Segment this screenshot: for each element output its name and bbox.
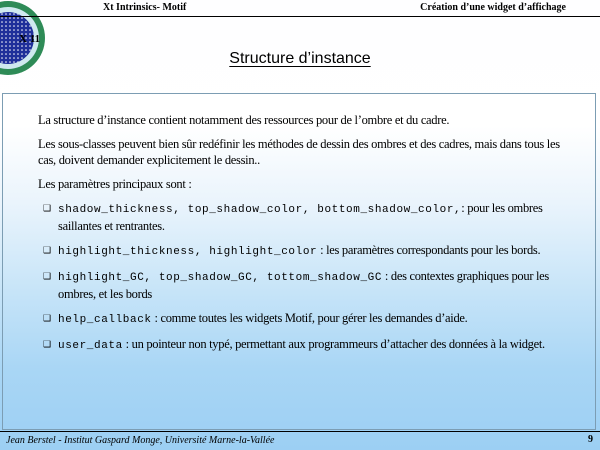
- page-number: 9: [588, 434, 593, 445]
- logo-text: X 11: [19, 33, 41, 45]
- paragraph-parameters: Les paramètres principaux sont :: [38, 177, 192, 191]
- bullet-icon: ❑: [43, 313, 51, 323]
- header-divider: [0, 16, 600, 17]
- bullet-icon: ❑: [43, 245, 51, 255]
- item-text: : un pointeur non typé, permettant aux programmeurs d’attacher des données à la widget.: [122, 337, 545, 351]
- bullet-icon: ❑: [43, 339, 51, 349]
- item-code: user_data: [58, 340, 123, 352]
- paragraph-intro: La structure d’instance contient notamment des ressources pour de l’ombre et du cadre.: [38, 113, 450, 127]
- bullet-icon: ❑: [43, 203, 51, 213]
- footer-divider: [0, 431, 600, 432]
- item-text: : les paramètres correspondants pour les bords.: [317, 243, 541, 257]
- paragraph-subclasses: Les sous-classes peuvent bien sûr redéfinir les méthodes de dessin des ombres et des cadres, mais dans tous les cas, doivent demander explicitement le dessin..: [38, 137, 560, 167]
- list-item: [38, 200, 568, 234]
- footer-author: Jean Berstel - Institut Gaspard Monge, Université Marne-la-Vallée: [6, 435, 275, 446]
- item-text: : pour les ombres saillantes et rentrantes.: [58, 201, 543, 233]
- list-item: [38, 310, 568, 328]
- item-text: : comme toutes les widgets Motif, pour gérer les demandes d’aide.: [151, 311, 468, 325]
- list-item: [38, 242, 568, 260]
- item-code: help_callback: [58, 314, 152, 326]
- slide-title-text: Structure d’instance: [229, 50, 371, 67]
- content-body: [38, 112, 568, 362]
- list-item: [38, 336, 568, 354]
- slide-title: [0, 50, 600, 68]
- header-chapter-title: Création d’une widget d’affichage: [420, 2, 566, 13]
- header-course-title: Xt Intrinsics- Motif: [103, 2, 187, 13]
- list-item: [38, 268, 568, 302]
- item-code: highlight_GC, top_shadow_GC, tottom_shadow_GC: [58, 272, 383, 284]
- item-code: shadow_thickness, top_shadow_color, bottom_shadow_color,: [58, 204, 462, 216]
- item-text: : des contextes graphiques pour les ombres, et les bords: [58, 269, 549, 301]
- bullet-icon: ❑: [43, 271, 51, 281]
- item-code: highlight_thickness, highlight_color: [58, 246, 318, 258]
- parameter-list: [38, 200, 568, 354]
